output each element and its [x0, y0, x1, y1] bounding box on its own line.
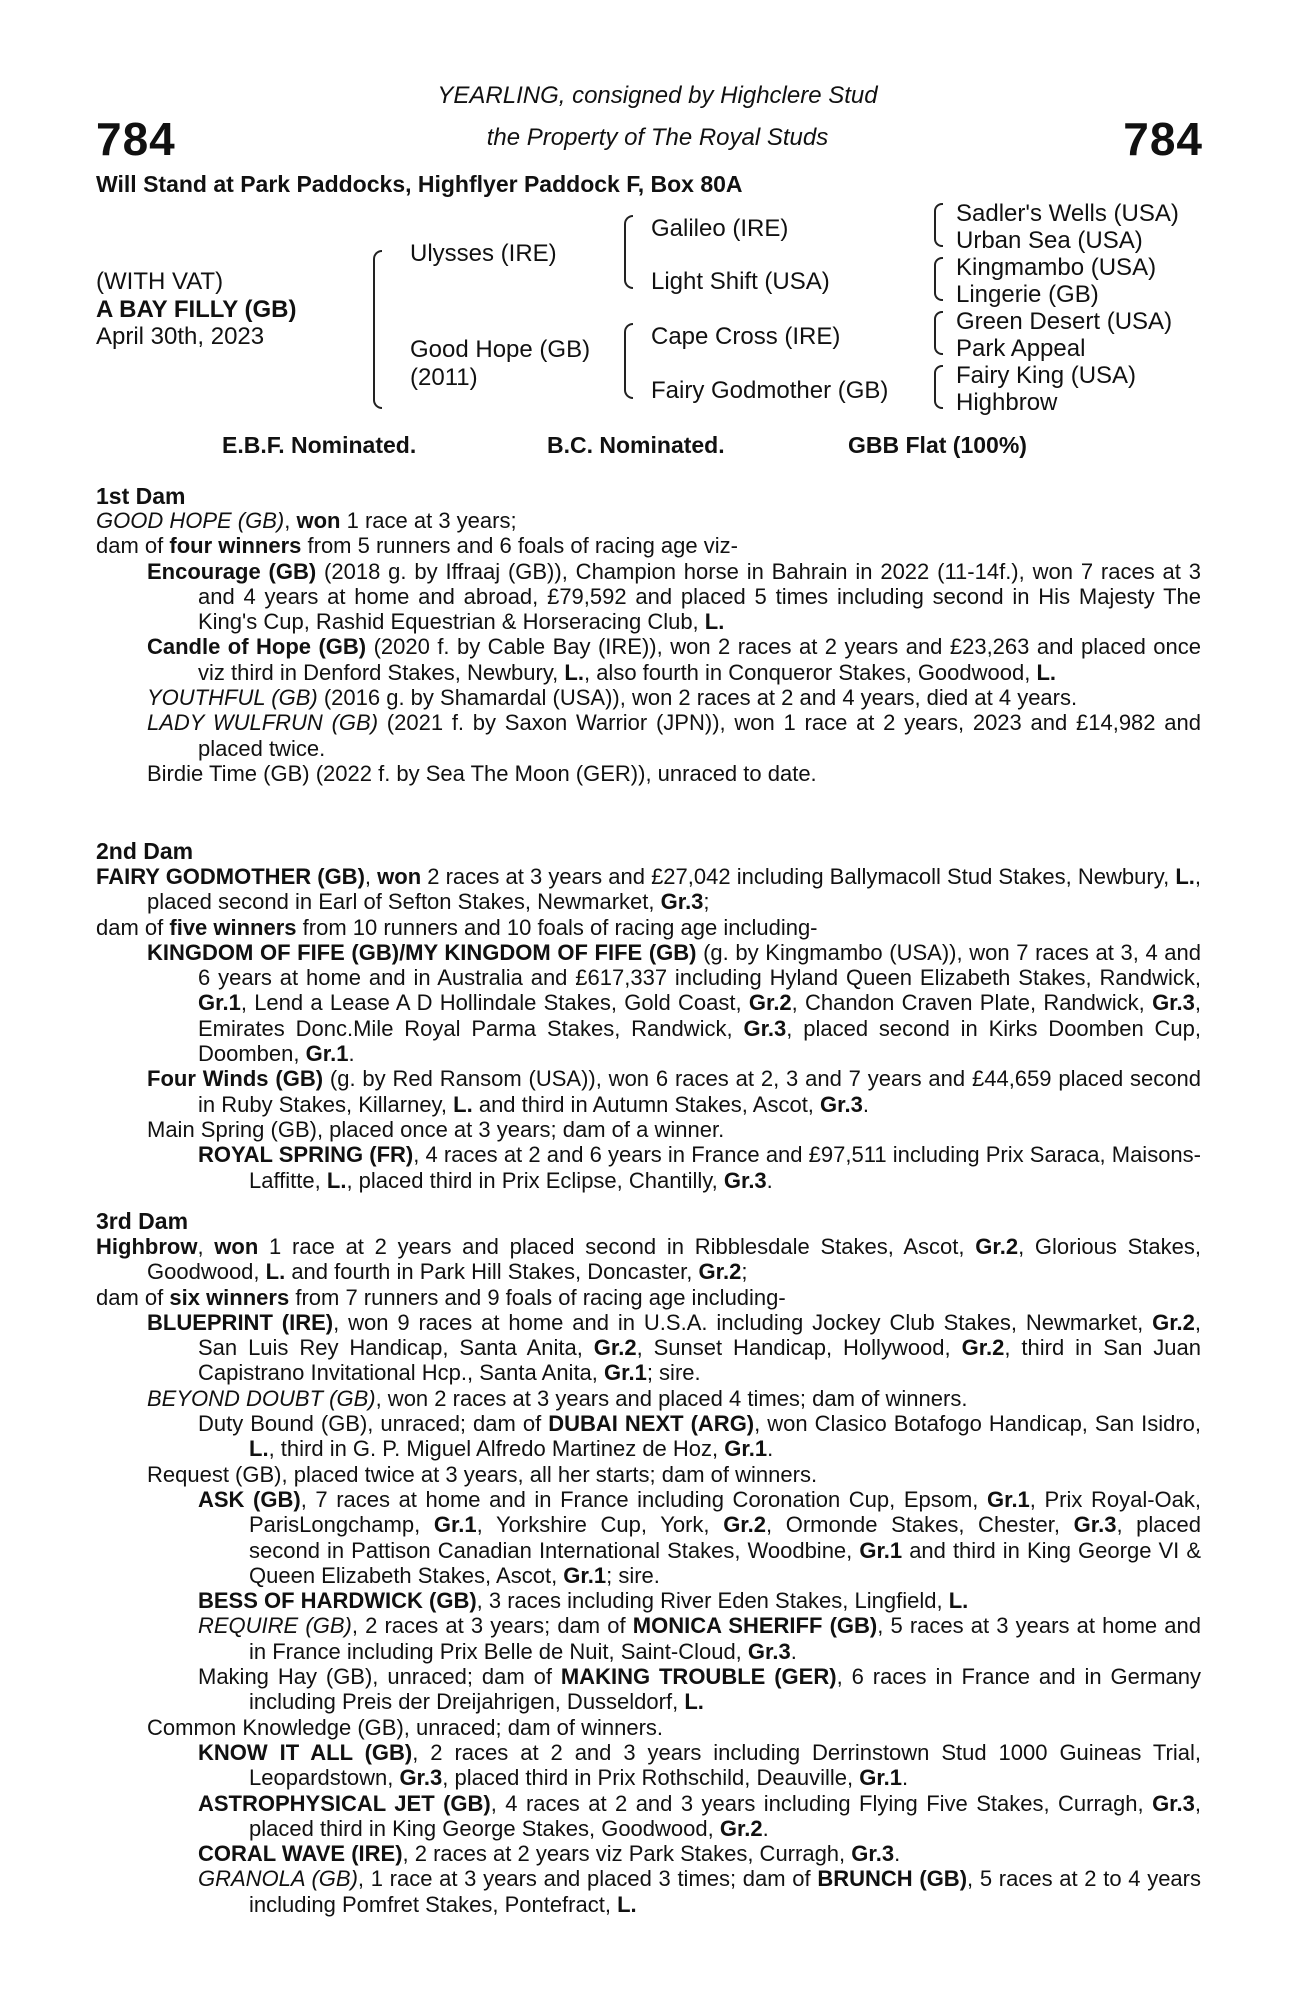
pedigree-entry: ROYAL SPRING (FR), 4 races at 2 and 6 years in France and £97,511 including Prix Saraca, Maisons-Laffitte, L., placed third in Prix Eclipse, Chantilly, Gr.3. — [198, 1142, 1201, 1193]
pedigree-entry: REQUIRE (GB), 2 races at 3 years; dam of MONICA SHERIFF (GB), 5 races at 3 years at home and in France including Prix Belle de Nuit, Saint-Cloud, Gr.3. — [198, 1613, 1201, 1664]
lot-number-left: 784 — [96, 113, 176, 165]
second-dam-line1: FAIRY GODMOTHER (GB), won 2 races at 3 years and £27,042 including Ballymacoll Stud Stakes, Newbury, L., placed second in Earl of Sefton Stakes, Newmarket, Gr.3; — [96, 864, 1201, 915]
pedigree-ssd: Urban Sea (USA) — [956, 227, 1143, 254]
second-dam-entries — [96, 940, 1201, 1193]
property-line: the Property of The Royal Studs — [486, 124, 829, 151]
brace-sire-line — [624, 215, 633, 289]
pedigree-dam-sire: Cape Cross (IRE) — [651, 323, 841, 350]
pedigree-sire-sire: Galileo (IRE) — [651, 215, 789, 242]
pedigree-entry: GRANOLA (GB), 1 race at 3 years and placed 3 times; dam of BRUNCH (GB), 5 races at 2 to 4 years including Pomfret Stakes, Pontefract, L. — [198, 1866, 1201, 1917]
third-dam-entries — [96, 1310, 1201, 1917]
second-dam-heading: 2nd Dam — [96, 838, 194, 864]
pedigree-dam-dam: Fairy Godmother (GB) — [651, 377, 889, 404]
third-dam-heading: 3rd Dam — [96, 1208, 189, 1234]
pedigree-entry: CORAL WAVE (IRE), 2 races at 2 years viz Park Stakes, Curragh, Gr.3. — [198, 1841, 901, 1867]
second-dam-section — [96, 864, 1201, 1193]
pedigree-dam: Good Hope (GB) — [410, 336, 591, 363]
brace-g3 — [934, 311, 943, 355]
third-dam-section — [96, 1234, 1201, 1917]
pedigree-entry: Birdie Time (GB) (2022 f. by Sea The Moon (GER)), unraced to date. — [147, 760, 817, 786]
pedigree-entry: BLUEPRINT (IRE), won 9 races at home and in U.S.A. including Jockey Club Stakes, Newmarket, Gr.2, San Luis Rey Handicap, Santa Anita, Gr.2, Sunset Handicap, Hollywood, Gr.2, third in San Juan Capistrano Invitational Hcp., Santa Anita, Gr.1; sire. — [147, 1309, 1202, 1386]
stand-location: Will Stand at Park Paddocks, Highflyer Paddock F, Box 80A — [96, 171, 743, 197]
pedigree-entry: BEYOND DOUBT (GB), won 2 races at 3 years and placed 4 times; dam of winners. — [147, 1385, 968, 1411]
pedigree-sdd: Lingerie (GB) — [956, 281, 1099, 308]
brace-g4 — [934, 365, 943, 409]
pedigree-dam-year: (2011) — [410, 364, 478, 391]
brace-g2 — [934, 257, 943, 301]
first-dam-offspring — [96, 559, 1201, 787]
pedigree-ddd: Highbrow — [956, 389, 1058, 416]
pedigree-entry: Main Spring (GB), placed once at 3 years; dam of a winner. — [147, 1116, 725, 1142]
first-dam-line2: dam of four winners from 5 runners and 6 foals of racing age viz- — [96, 533, 738, 559]
pedigree-sss: Sadler's Wells (USA) — [956, 200, 1179, 227]
pedigree-entry: Duty Bound (GB), unraced; dam of DUBAI NEXT (ARG), won Clasico Botafogo Handicap, San Isidro, L., third in G. P. Miguel Alfredo Martinez de Hoz, Gr.1. — [198, 1411, 1201, 1462]
brace-g1 — [934, 203, 943, 247]
pedigree-entry: Four Winds (GB) (g. by Red Ransom (USA)), won 6 races at 2, 3 and 7 years and £44,659 placed second in Ruby Stakes, Killarney, L. and third in Autumn Stakes, Ascot, Gr.3. — [147, 1066, 1201, 1117]
bc-nomination: B.C. Nominated. — [547, 432, 725, 458]
brace-dam-line — [624, 323, 633, 399]
pedigree-dsd: Park Appeal — [956, 335, 1086, 362]
pedigree-sire-dam: Light Shift (USA) — [651, 268, 830, 295]
horse-name: A BAY FILLY (GB) — [96, 296, 297, 323]
gbb-flat: GBB Flat (100%) — [848, 432, 1027, 458]
second-dam-line2: dam of five winners from 10 runners and 10 foals of racing age including- — [96, 914, 818, 940]
pedigree-entry: BESS OF HARDWICK (GB), 3 races including River Eden Stakes, Lingfield, L. — [198, 1588, 969, 1614]
pedigree-entry: ASTROPHYSICAL JET (GB), 4 races at 2 and 3 years including Flying Five Stakes, Curragh, Gr.3, placed third in King George Stakes, Goodwood, Gr.2. — [198, 1790, 1201, 1841]
pedigree-sds: Kingmambo (USA) — [956, 254, 1157, 281]
pedigree-entry: LADY WULFRUN (GB) (2021 f. by Saxon Warrior (JPN)), won 1 race at 2 years, 2023 and £14,982 and placed twice. — [147, 710, 1201, 761]
pedigree-dss: Green Desert (USA) — [956, 308, 1173, 335]
pedigree-entry: Common Knowledge (GB), unraced; dam of winners. — [147, 1714, 664, 1740]
brace-parents — [373, 250, 382, 409]
pedigree-entry: Candle of Hope (GB) (2020 f. by Cable Bay (IRE)), won 2 races at 2 years and £23,263 and placed once viz third in Denford Stakes, Newbury, L., also fourth in Conqueror Stakes, Goodwood, L. — [147, 634, 1201, 685]
pedigree-entry: Encourage (GB) (2018 g. by Iffraaj (GB)), Champion horse in Bahrain in 2022 (11-14f.), won 7 races at 3 and 4 years at home and abroad, £79,592 and placed 5 times including second in His Majesty The King's Cup, Rashid Equestrian & Horseracing Club, L. — [147, 558, 1201, 635]
vat-note: (WITH VAT) — [96, 268, 224, 295]
lot-number-right: 784 — [1123, 113, 1203, 165]
pedigree-sire: Ulysses (IRE) — [410, 240, 557, 267]
third-dam-line1: Highbrow, won 1 race at 2 years and placed second in Ribblesdale Stakes, Ascot, Gr.2, Glorious Stakes, Goodwood, L. and fourth in Park Hill Stakes, Doncaster, Gr.2; — [96, 1234, 1201, 1285]
pedigree-entry: ASK (GB), 7 races at home and in France including Coronation Cup, Epsom, Gr.1, Prix Royal-Oak, ParisLongchamp, Gr.1, Yorkshire Cup, York, Gr.2, Ormonde Stakes, Chester, Gr.3, placed second in Pattison Canadian International Stakes, Woodbine, Gr.1 and third in King George VI & Queen Elizabeth Stakes, Ascot, Gr.1; sire. — [198, 1486, 1202, 1588]
consignor-line: YEARLING, consigned by Highclere Stud — [437, 82, 878, 109]
pedigree-entry: Request (GB), placed twice at 3 years, all her starts; dam of winners. — [147, 1461, 818, 1487]
pedigree-dds: Fairy King (USA) — [956, 362, 1137, 389]
horse-dob: April 30th, 2023 — [96, 323, 265, 350]
pedigree-entry: YOUTHFUL (GB) (2016 g. by Shamardal (USA)), won 2 races at 2 and 4 years, died at 4 years. — [147, 685, 1078, 711]
third-dam-line2: dam of six winners from 7 runners and 9 foals of racing age including- — [96, 1284, 786, 1310]
ebf-nomination: E.B.F. Nominated. — [222, 432, 417, 458]
pedigree-entry: Making Hay (GB), unraced; dam of MAKING TROUBLE (GER), 6 races in France and in Germany including Preis der Dreijahrigen, Dusseldorf, L. — [198, 1664, 1202, 1715]
first-dam-line1: GOOD HOPE (GB), won 1 race at 3 years; — [96, 508, 517, 533]
first-dam-section — [96, 508, 1201, 786]
pedigree-entry: KINGDOM OF FIFE (GB)/MY KINGDOM OF FIFE (GB) (g. by Kingmambo (USA)), won 7 races at 3, 4 and 6 years at home and in Australia and £617,337 including Hyland Queen Elizabeth Stakes, Randwick, Gr.1, Lend a Lease A D Hollindale Stakes, Gold Coast, Gr.2, Chandon Craven Plate, Randwick, Gr.3, Emirates Donc.Mile Royal Parma Stakes, Randwick, Gr.3, placed second in Kirks Doomben Cup, Doomben, Gr.1. — [147, 939, 1202, 1067]
pedigree-entry: KNOW IT ALL (GB), 2 races at 2 and 3 years including Derrinstown Stud 1000 Guineas Trial, Leopardstown, Gr.3, placed third in Prix Rothschild, Deauville, Gr.1. — [198, 1739, 1202, 1791]
first-dam-heading: 1st Dam — [96, 483, 186, 509]
